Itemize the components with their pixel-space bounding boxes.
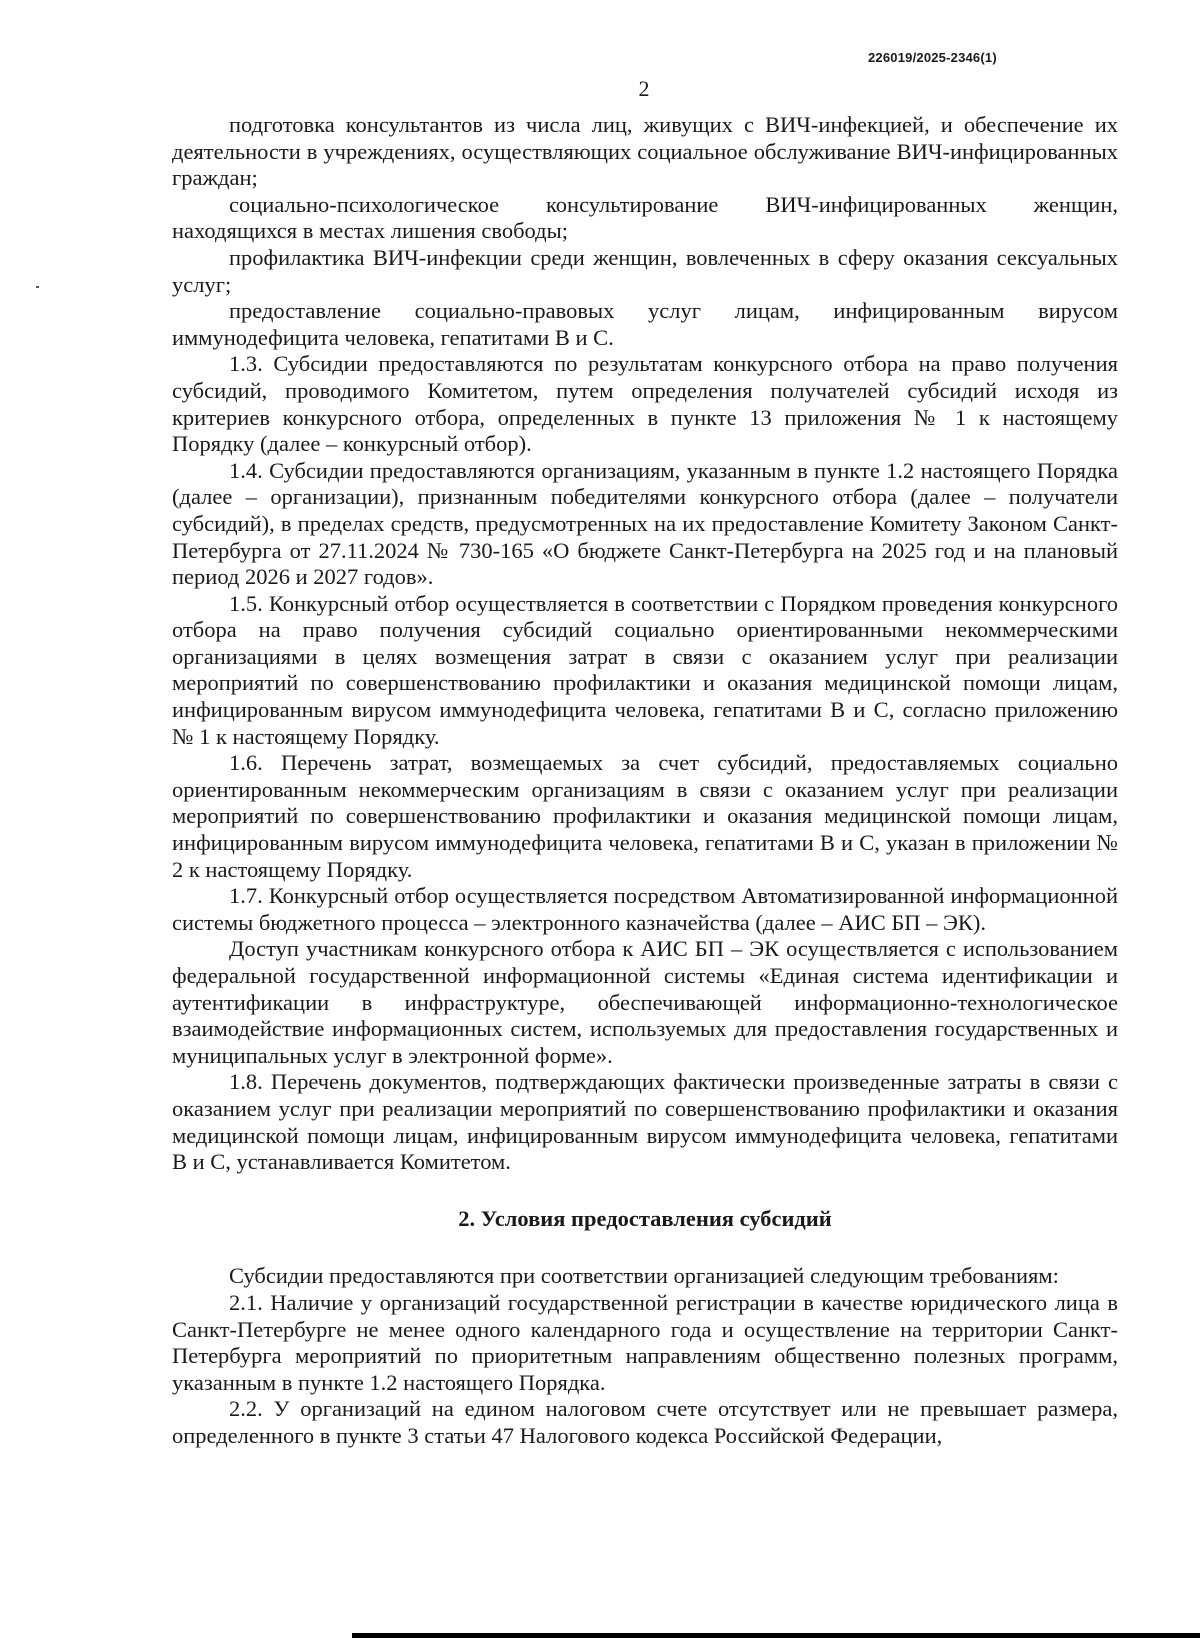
paragraph-1-6: 1.6. Перечень затрат, возмещаемых за счет субсидий, предоставляемых социально ориентированным некоммерческим организациям в связи с оказанием услуг при реализации мероприятий по совершенствованию профилактики и оказания медицинской помощи лицам, инфицированным вирусом иммунодефицита человека, гепатитами В и С, указан в приложении № 2 к настоящему Порядку. xyxy=(172,750,1118,882)
paragraph-1-7: 1.7. Конкурсный отбор осуществляется посредством Автоматизированной информационной системы бюджетного процесса – электронного казначейства (далее – АИС БП – ЭК). xyxy=(172,883,1118,935)
paragraph: профилактика ВИЧ-инфекции среди женщин, вовлеченных в сферу оказания сексуальных услуг; xyxy=(172,244,1118,297)
paragraph-2-2: 2.2. У организаций на едином налоговом счете отсутствует или не превышает размера, определенного в пункте 3 статьи 47 Налогового кодекса Российской Федерации, xyxy=(172,1396,1118,1448)
scan-speck xyxy=(36,286,39,288)
paragraph-1-3: 1.3. Субсидии предоставляются по результатам конкурсного отбора на право получения субсидий, проводимого Комитетом, путем определения получателей субсидий исходя из критериев конкурсного отбора, определенных в пункте 13 приложения № 1 к настоящему Порядку (далее – конкурсный отбор). xyxy=(172,351,1118,457)
paragraph-2-1: 2.1. Наличие у организаций государственной регистрации в качестве юридического лица в Санкт-Петербурге не менее одного календарного года и осуществление на территории Санкт-Петербурга мероприятий по приоритетным направлениям общественно полезных программ, указанным в пункте 1.2 настоящего Порядка. xyxy=(172,1289,1118,1395)
section-2-intro: Субсидии предоставляются при соответствии организацией следующим требованиям: xyxy=(229,1263,1059,1289)
paragraph: предоставление социально-правовых услуг лицам, инфицированным вирусом иммунодефицита человека, гепатитами В и С. xyxy=(172,298,1118,350)
paragraph-1-5: 1.5. Конкурсный отбор осуществляется в соответствии с Порядком проведения конкурсного отбора на право получения субсидий социально ориентированными некоммерческими организациями в целях возмещения затрат в связи с оказанием услуг при реализации мероприятий по совершенствованию профилактики и оказания медицинской помощи лицам, инфицированным вирусом иммунодефицита человека, гепатитами В и С, согласно приложению № 1 к настоящему Порядку. xyxy=(172,590,1118,749)
page-number: 2 xyxy=(638,76,650,101)
paragraph-esia-access: Доступ участникам конкурсного отбора к АИС БП – ЭК осуществляется с использованием федеральной государственной информационной системы «Единая система идентификации и аутентификации в инфраструктуре, обеспечивающей информационно-технологическое взаимодействие информационных систем, используемых для предоставления государственных и муниципальных услуг в электронной форме». xyxy=(172,936,1118,1068)
paragraph-1-4: 1.4. Субсидии предоставляются организациям, указанным в пункте 1.2 настоящего Порядка (далее – организации), признанным победителями конкурсного отбора (далее – получатели субсидий), в пределах средств, предусмотренных на их предоставление Комитету Законом Санкт-Петербурга от 27.11.2024 № 730-165 «О бюджете Санкт-Петербурга на 2025 год и на плановый период 2026 и 2027 годов». xyxy=(172,457,1118,590)
paragraph: подготовка консультантов из числа лиц, живущих с ВИЧ-инфекцией, и обеспечение их деятельности в учреждениях, осуществляющих социальное обслуживание ВИЧ-инфицированных граждан; xyxy=(172,112,1118,191)
document-body xyxy=(172,112,1118,1450)
section-2-heading: 2. Условия предоставления субсидий xyxy=(458,1205,832,1231)
paragraph: социально-психологическое консультирование ВИЧ-инфицированных женщин, находящихся в местах лишения свободы; xyxy=(172,191,1118,244)
scan-edge-line xyxy=(352,1633,1200,1638)
paragraph-1-8: 1.8. Перечень документов, подтверждающих фактически произведенные затраты в связи с оказанием услуг при реализации мероприятий по совершенствованию профилактики и оказания медицинской помощи лицам, инфицированным вирусом иммунодефицита человека, гепатитами В и С, устанавливается Комитетом. xyxy=(172,1069,1118,1175)
document-registration-number: 226019/2025-2346(1) xyxy=(868,50,997,65)
